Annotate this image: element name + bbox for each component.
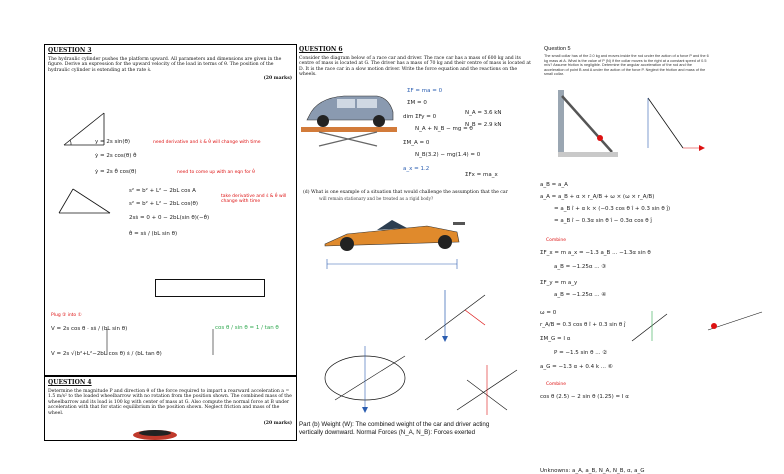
q5-small-fbd: [622, 306, 682, 346]
cosine-triangle-sketch: [55, 181, 115, 221]
fbd-sketch-3: [447, 360, 527, 420]
q6-work-line-7: a_x = 1.2: [403, 166, 430, 172]
question-3-marks: (20 marks): [263, 76, 292, 81]
q6-work-line-5: ΣM_A = 0: [403, 140, 430, 146]
q5-work-5: Combine: [546, 238, 567, 243]
q6-work-line-2: ΣM = 0: [407, 100, 427, 106]
q5-work-3: = a_B î + α k × (−0.3 cos θ î + 0.3 sin θ ĵ): [554, 206, 671, 212]
note-velocity-final: V = 2s √(b²+L²−2bL cos θ) ṡ / (bL tan θ): [51, 351, 162, 357]
note-identity: cos θ / sin θ = 1 / tan θ: [215, 325, 279, 331]
q6-work-line-3: dim ΣFy = 0: [403, 114, 437, 120]
q5-work-11: r_A/B = 0.3 cos θ î + 0.3 sin θ ĵ: [540, 322, 626, 328]
q5-work-9: a_B = −1.25α ... ④: [554, 292, 607, 298]
q5-work-4: = a_B î − 0.3α sin θ î − 0.3α cos θ ĵ: [554, 218, 652, 224]
q5-work-2: a_A = a_B + α × r_A/B + ω × (ω × r_A/B): [540, 194, 655, 200]
note-theta-dot: θ̇ = sṡ / (bL sin θ): [129, 231, 178, 237]
question-5-text: The small collar has of the 2.0 kg and moves inside the rod under the action of a force P and the 6 kg mass at A. What is the value of P (N) if the collar moves to the right at a constant speed of 0.5 m/s? Assume friction is negligible. Determine the angular acceleration of the rod and the acceleration of point B and A under the action of the force P. Neglect the friction and mass of the small collar.: [544, 54, 709, 77]
question-6-part-d: (d) What is one example of a situation that would challenge the assumption that the car: [303, 190, 508, 195]
note-y-equation: y = 2s sin(θ): [95, 139, 131, 145]
answer-bracket: [105, 327, 215, 357]
question-6-panel: [297, 44, 535, 441]
q5-work-12: ΣM_G = I α: [540, 336, 571, 342]
q5-work-13: P = −1.5 sin θ ... ②: [554, 350, 608, 356]
question-3-heading: QUESTION 3: [48, 47, 92, 54]
question-5-heading: Question 5: [544, 46, 571, 52]
question-6-heading: QUESTION 6: [299, 46, 343, 53]
boxed-result: [155, 279, 265, 297]
question-6-text: Consider the diagram below of a race car and driver. The race car has a mass of 600 kg and its centre of mass is located at G. The driver has a mass of 70 kg and their centre of mass is located at D. It is the race car in a slow motion driver. Write the force equation and the reactions on the wheels.: [299, 56, 531, 78]
question-4-heading: QUESTION 4: [48, 379, 92, 386]
q6-work-line-10: ΣFx = ma_x: [465, 172, 498, 178]
q5-work-10: ω = 0: [540, 310, 557, 316]
q5-work-7: a_B = −1.25α ... ③: [554, 264, 607, 270]
fbd-sketch-2: [315, 336, 425, 416]
q5-work-14: a_G = −1.3 α + 0.4 k ... ⑥: [540, 364, 613, 370]
race-car-dimension-lines: [317, 256, 467, 272]
collar-fbd-sketch: [628, 88, 708, 158]
wheelbarrow-sketch: [125, 427, 195, 442]
question-6-part-d-cont: will remain stationary and be treated as a rigid body?: [319, 196, 434, 201]
collar-rod-diagram: [550, 86, 625, 161]
q5-work-16: cos θ (2.5) − 2 sin θ (1.25) = I α: [540, 394, 629, 400]
q6-work-line-8: N_A = 3.6 kN: [465, 110, 502, 116]
note-plug-in: Plug ② into ①: [51, 313, 82, 318]
minivan-on-lift-image: [299, 86, 399, 146]
question-6-caption: Part (b) Weight (W): The combined weight of the car and driver acting vertically downward. Normal Forces (N_A, N_B): Forces exerted: [299, 421, 490, 436]
note-cosine-law: s² = b² + L² − 2bL cos A: [129, 188, 196, 194]
q6-work-line-4: N_A + N_B − mg = 0: [415, 126, 473, 132]
note-ydot-equation: ẏ = 2s cos(θ) θ̇: [95, 153, 137, 159]
question-3-text: The hydraulic cylinder pushes the platform upward. All parameters and dimensions are given in the figure. Derive an expression for the upward velocity of the load in terms of θ. The position of the hydraulic cylinder is extending at the rate ṡ.: [48, 57, 282, 73]
q6-work-line-9: N_B = 2.9 kN: [465, 122, 502, 128]
note-take-derivative: take derivative and ṡ & θ̇ will change with time: [221, 194, 287, 204]
question-3-panel: [44, 44, 297, 376]
question-4-marks: (20 marks): [263, 421, 292, 426]
q5-work-8: ΣF_y = m a_y: [540, 280, 578, 286]
fbd-sketch-1: [415, 280, 495, 350]
question-5-panel: [536, 44, 784, 474]
q5-force-arrow-sketch: [702, 306, 772, 336]
note-ydot-simplified: ẏ = 2s θ̇ cos(θ): [95, 169, 137, 175]
note-eqn-remark: need to come up with an eqn for θ̇: [177, 170, 255, 175]
q5-work-17: Unknowns: a_A, a_B, N_A, N_B, α, a_G: [540, 468, 645, 474]
note-velocity-1: V = 2s cos θ · sṡ / (bL sin θ): [51, 326, 128, 332]
note-cosine-law-theta: s² = b² + L² − 2bL cos(θ): [129, 201, 199, 207]
note-derivative-remark: need derivative and ṡ & θ̇ will change with time: [153, 140, 261, 145]
note-derivative-step: 2sṡ = 0 + 0 − 2bL(sin θ)(−θ̇): [129, 215, 210, 221]
q5-work-1: a_B = a_A: [540, 182, 568, 188]
question-4-text: Determine the magnitude P and direction θ of the force required to impart a rearward acceleration a = 1.5 m/s² to the loaded wheelbarrow with no rotation from the position shown. The combined mass of the wheelbarrow and its load is 100 kg with center of mass at G. Also compute the normal force at B under acceleration with that for static equilibrium in the position shown. Neglect friction and mass of the wheel.: [48, 389, 292, 416]
q6-work-line-6: N_B(3.2) − mg(1.4) = 0: [415, 152, 481, 158]
race-car-image: [317, 212, 467, 257]
question-4-panel: [44, 376, 297, 441]
q5-work-15: Combine: [546, 382, 567, 387]
q5-work-6: ΣF_x = m a_x = −1.3 a_B ... −1.3α sin θ: [540, 250, 651, 256]
q6-work-line-1: ΣF = ma = 0: [407, 88, 443, 94]
